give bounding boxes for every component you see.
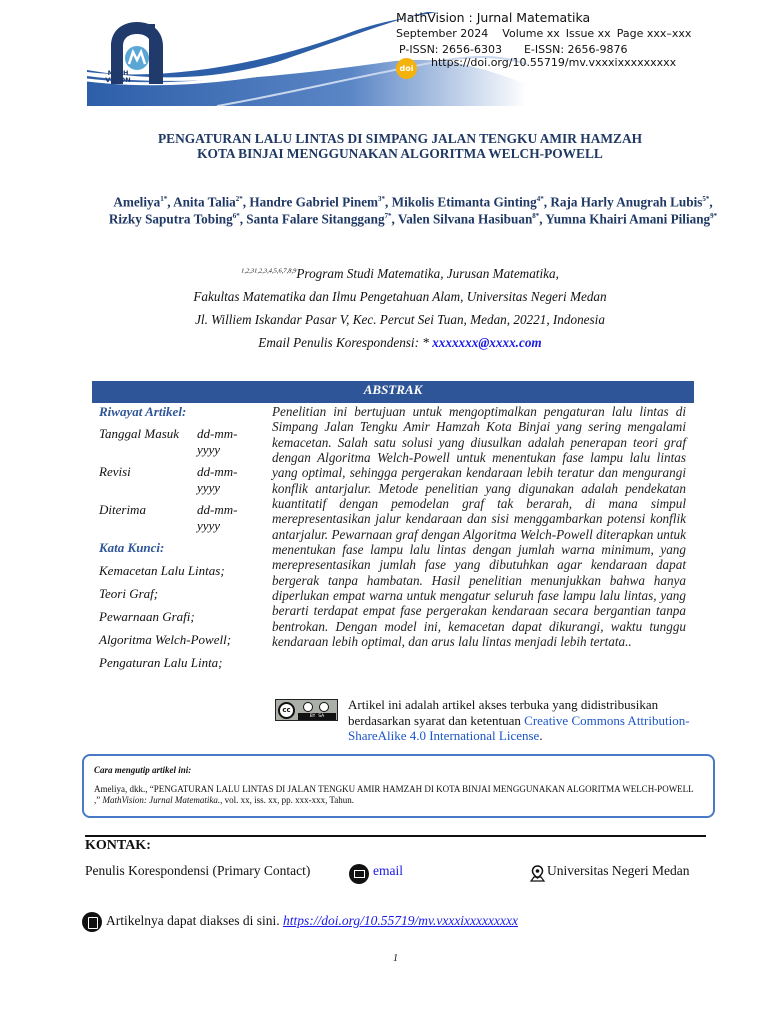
- author-sup: 8*: [532, 212, 540, 221]
- issue-date: September 2024: [396, 27, 489, 40]
- article-info: [99, 404, 259, 670]
- author-list: Ameliya$^{1*}$, Anita Talia$^{2*}$, Handre Gabriel Pinem$^{3*}$, Mikolis Etimanta Ginting$^{4*}$, Raja Harly Anugrah Lubis$^{5*}$, Rizky Saputra Tobing$^{6*}$, Santa Falare Sitanggang$^{7*}$, Valen Silvana Hasibuan$^{8*}$, Yumna Khairi Amani Piliang$^{9*}$: [108, 194, 718, 227]
- email-link[interactable]: xxxxxxx@xxxx.com: [432, 335, 542, 350]
- affiliation-line-3: Jl. Williem Iskandar Pasar V, Kec. Percut Sei Tuan, Medan, 20221, Indonesia: [195, 312, 605, 327]
- author-name: Anita Talia: [173, 194, 236, 210]
- keyword: Pewarnaan Grafi;: [99, 609, 195, 624]
- author-name: Yumna Khairi Amani Piliang: [545, 211, 711, 227]
- email-contact-link[interactable]: email: [373, 863, 403, 878]
- journal-name: MathVision : Jurnal Matematika: [396, 10, 591, 25]
- affiliation-sup: 1,2,31,2,3,4,5,6,7,8,9: [241, 267, 297, 275]
- email-label: Email Penulis Korespondensi: *: [258, 335, 433, 350]
- citation-suffix: , vol. xx, iss. xx, pp. xxx-xxx, Tahun.: [220, 795, 355, 805]
- page-number: 1: [393, 953, 398, 964]
- author-sup: 4*: [536, 195, 544, 203]
- history-label: Revisi: [99, 464, 131, 479]
- history-heading: Riwayat Artikel:: [99, 404, 187, 419]
- access-line: [106, 913, 518, 929]
- corresponding-email: [60, 335, 740, 351]
- citation-journal: MathVision: Jurnal Matematika.: [102, 795, 221, 805]
- access-doi-link[interactable]: https://doi.org/10.55719/mv.vxxxixxxxxxxxx: [282, 913, 518, 928]
- pages: Page xxx–xxx: [616, 27, 692, 40]
- author-name: Rizky Saputra Tobing: [108, 211, 233, 227]
- keyword: Algoritma Welch-Powell;: [99, 632, 232, 647]
- author-name: Valen Silvana Hasibuan: [397, 211, 533, 227]
- abstract-body: Penelitian ini bertujuan untuk mengoptimalkan pengaturan lalu lintas di Simpang Jalan Tengku Amir Hamzah Kota Binjai yang sering mengalami kemacetan. Salah satu solusi yang diusulkan adalah penerapan teori graf dengan Algoritma Welch-Powell untuk menentukan fase lampu lalu lintas yang optimal, sehingga pergerakan kendaraan lebih teratur dan mengurangi konflik antarjalur. Metode penelitian yang digunakan adalah pendekatan kuantitatif dengan pemodelan graf tak berarah, di mana simpul merepresentasikan jalur kendaraan dan sisi menggambarkan potensi konflik antarjalur. Pewarnaan graf dengan Algoritma Welch-Powell diterapkan untuk menentukan fase lampu lalu lintas dengan jumlah warna minimum, yang merepresentasikan jumlah fase yang dibutuhkan agar kendaraan dapat bergerak tanpa hambatan. Hasil penelitian menunjukkan bahwa hanya diperlukan empat warna untuk mengatur seluruh fase lampu lalu lintas, yang berarti terdapat empat fase pergerakan kendaraan secara bergantian tanpa bentrokan. Dengan model ini, kemacetan dapat dikurangi, waktu tunggu kendaraan lebih optimal, dan arus lalu lintas menjadi lebih tertata..: [272, 404, 686, 650]
- affiliation-line-1: [60, 266, 740, 282]
- author-sup: 5*: [702, 195, 710, 203]
- keyword: Pengaturan Lalu Linta;: [99, 655, 223, 670]
- history-value: dd-mm-yyyy: [197, 502, 238, 533]
- license-suffix: .: [539, 728, 543, 743]
- contact-heading: KONTAK:: [85, 838, 151, 853]
- doi-icon: doi: [396, 58, 417, 79]
- author-name: Handre Gabriel Pinem: [249, 194, 379, 210]
- abstract-heading: ABSTRAK: [92, 381, 694, 403]
- author-sup: 7*: [384, 212, 392, 221]
- sa-icon: [319, 702, 329, 712]
- keyword: Kemacetan Lalu Lintas;: [99, 563, 225, 578]
- cc-circle: cc: [278, 702, 295, 719]
- affiliation-program: Program Studi Matematika, Jurusan Matematika,: [296, 266, 559, 281]
- citation-heading: Cara mengutip artikel ini:: [94, 765, 192, 775]
- author-sup: 2*: [235, 195, 243, 203]
- author-sup: 6*: [232, 212, 240, 221]
- author-name: Raja Harly Anugrah Lubis: [550, 194, 703, 210]
- by-icon: [303, 702, 313, 712]
- history-label: Diterima: [99, 502, 146, 517]
- license-text: [348, 697, 693, 744]
- issue-meta: [396, 27, 691, 40]
- logo-wordmark: MATH VISION: [105, 69, 131, 84]
- history-value: dd-mm-yyyy: [197, 464, 238, 495]
- author-name: Santa Falare Sitanggang: [246, 211, 385, 227]
- title-line-1: PENGATURAN LALU LINTAS DI SIMPANG JALAN TENGKU AMIR HAMZAH: [157, 131, 643, 146]
- history-value: dd-mm-yyyy: [197, 426, 238, 457]
- license-link[interactable]: Creative Commons Attribution-ShareAlike 4.0 International License: [348, 712, 690, 743]
- author-sup: 9*: [710, 212, 718, 221]
- keyword: Teori Graf;: [99, 586, 159, 601]
- article-access-icon: [82, 912, 102, 932]
- author-name: Ameliya: [113, 194, 161, 210]
- license-prefix: Artikel ini adalah artikel akses terbuka yang didistribusikan berdasarkan syarat dan ketentuan: [348, 697, 659, 728]
- author-name: Mikolis Etimanta Ginting: [391, 194, 537, 210]
- cc-by-sa-icon[interactable]: [275, 699, 338, 721]
- primary-contact-label: Penulis Korespondensi (Primary Contact): [85, 863, 311, 878]
- eissn: E-ISSN: 2656-9876: [523, 43, 628, 56]
- access-text: Artikelnya dapat diakses di sini.: [106, 913, 283, 928]
- title-line-2: KOTA BINJAI MENGGUNAKAN ALGORITMA WELCH-POWELL: [197, 146, 603, 161]
- mail-icon: [349, 864, 369, 884]
- citation-text: [94, 784, 694, 806]
- citation-prefix: Ameliya, dkk., “PENGATURAN LALU LINTAS DI JALAN TENGKU AMIR HAMZAH DI KOTA BINJAI MENGGUNAKAN ALGORITMA WELCH-POWELL ,”: [94, 784, 694, 805]
- issn: [399, 43, 650, 56]
- pissn: P-ISSN: 2656-6303: [399, 43, 502, 56]
- location-pin-icon: [529, 865, 546, 882]
- author-sup: 1*: [160, 195, 168, 203]
- cc-badge-sub: BY SA: [309, 714, 325, 719]
- affiliation-line-2: Fakultas Matematika dan Ilmu Pengetahuan Alam, Universitas Negeri Medan: [193, 289, 607, 304]
- university-name: Universitas Negeri Medan: [547, 863, 690, 878]
- citation-box: [82, 754, 715, 818]
- keywords-heading: Kata Kunci:: [99, 540, 165, 555]
- doi-link[interactable]: https://doi.org/10.55719/mv.vxxxixxxxxxxxx: [431, 56, 677, 69]
- author-sup: 3*: [378, 195, 386, 203]
- issue: Issue xx: [565, 27, 611, 40]
- article-title: [100, 131, 700, 161]
- history-label: Tanggal Masuk: [99, 426, 180, 441]
- contact-divider: [85, 835, 706, 837]
- volume: Volume xx: [502, 27, 560, 40]
